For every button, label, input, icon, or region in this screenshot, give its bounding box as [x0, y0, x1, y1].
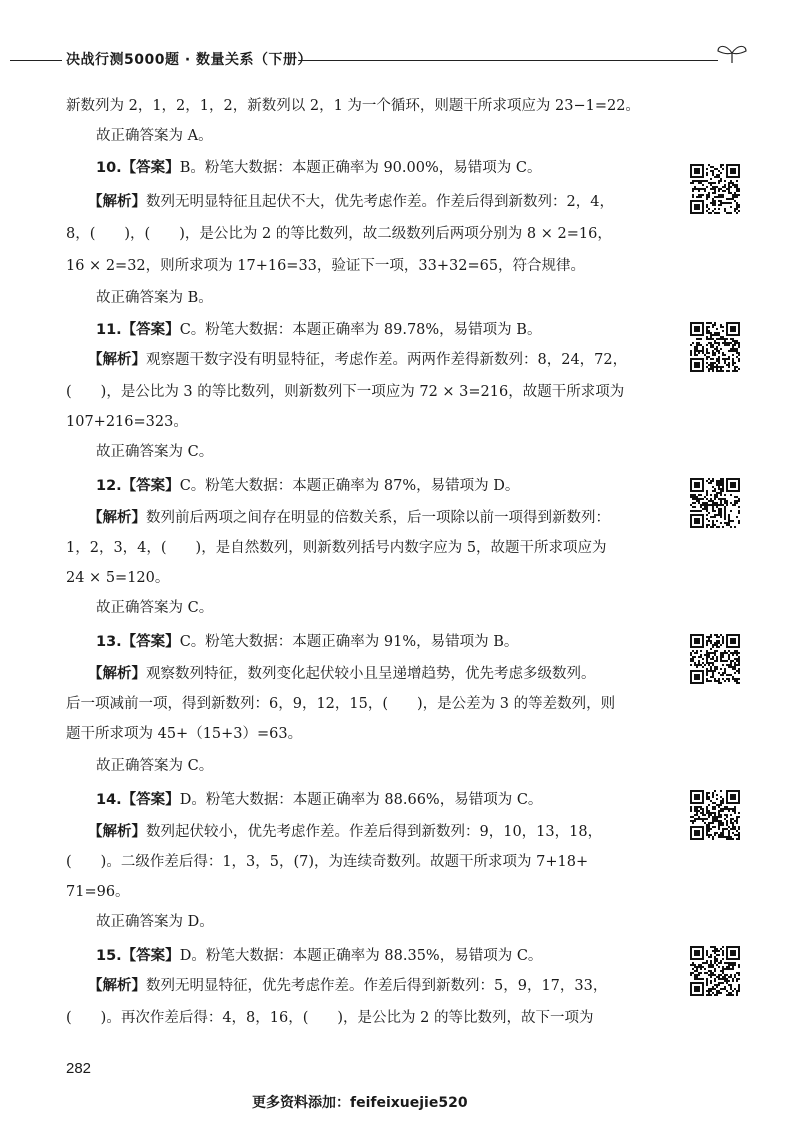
answer-line: 11.【答案】C。粉笔大数据：本题正确率为 89.78%，易错项为 B。	[96, 322, 542, 338]
qr-code-icon[interactable]	[690, 478, 740, 528]
text-line: 故正确答案为 C。	[96, 600, 214, 616]
text-line: 1，2，3，4，( )，是自然数列，则新数列括号内数字应为 5，故题干所求项应为	[66, 540, 607, 556]
text-line: 故正确答案为 A。	[96, 128, 213, 144]
analysis-tag: 【解析】	[88, 666, 146, 682]
text-line: 107+216=323。	[66, 414, 188, 430]
answer-tag: 12.【答案】	[96, 478, 180, 494]
answer-tag: 14.【答案】	[96, 792, 180, 808]
analysis-tag: 【解析】	[88, 510, 146, 526]
header-rule-right	[298, 60, 718, 61]
answer-tag: 15.【答案】	[96, 948, 180, 964]
text-line: 16 × 2=32，则所求项为 17+16=33，验证下一项，33+32=65，符合规律。	[66, 258, 586, 274]
running-header	[0, 40, 800, 80]
analysis-line: 【解析】数列无明显特征且起伏不大，优先考虑作差。作差后得到新数列：2，4，	[88, 194, 614, 210]
answer-tag: 11.【答案】	[96, 322, 180, 338]
footer-note: 更多资料添加：feifeixuejie520	[252, 1095, 468, 1111]
text-line: ( )。二级作差后得：1，3，5，(7)，为连续奇数列。故题干所求项为 7+18+	[66, 854, 589, 870]
analysis-line: 【解析】观察数列特征，数列变化起伏较小且呈递增趋势，优先考虑多级数列。	[88, 666, 596, 682]
answer-tag: 10.【答案】	[96, 160, 180, 176]
text-line: 故正确答案为 C。	[96, 444, 214, 460]
header-title: 决战行测5000题 · 数量关系（下册）	[66, 52, 313, 68]
qr-code-icon[interactable]	[690, 164, 740, 214]
qr-code-icon[interactable]	[690, 946, 740, 996]
page-number: 282	[66, 1060, 92, 1077]
answer-tag: 13.【答案】	[96, 634, 180, 650]
answer-line: 12.【答案】C。粉笔大数据：本题正确率为 87%，易错项为 D。	[96, 478, 520, 494]
text-line: ( )。再次作差后得：4，8，16，( )，是公比为 2 的等比数列，故下一项为	[66, 1010, 594, 1026]
analysis-tag: 【解析】	[88, 194, 146, 210]
header-rule-left	[10, 60, 62, 61]
analysis-line: 【解析】数列起伏较小，优先考虑作差。作差后得到新数列：9，10，13，18，	[88, 824, 603, 840]
text-line: 新数列为 2，1，2，1，2，新数列以 2，1 为一个循环，则题干所求项应为 23−1=22。	[66, 98, 640, 114]
analysis-line: 【解析】数列前后两项之间存在明显的倍数关系，后一项除以前一项得到新数列：	[88, 510, 610, 526]
answer-line: 15.【答案】D。粉笔大数据：本题正确率为 88.35%，易错项为 C。	[96, 948, 543, 964]
text-line: 故正确答案为 D。	[96, 914, 214, 930]
text-line: 8，( )，( )，是公比为 2 的等比数列，故二级数列后两项分别为 8 × 2=16，	[66, 226, 612, 242]
text-line: 题干所求项为 45+（15+3）=63。	[66, 726, 303, 742]
text-line: 后一项减前一项，得到新数列：6，9，12，15，( )，是公差为 3 的等差数列，则	[66, 696, 616, 712]
qr-code-icon[interactable]	[690, 790, 740, 840]
answer-line: 13.【答案】C。粉笔大数据：本题正确率为 91%，易错项为 B。	[96, 634, 519, 650]
analysis-tag: 【解析】	[88, 352, 146, 368]
analysis-line: 【解析】数列无明显特征，优先考虑作差。作差后得到新数列：5，9，17，33，	[88, 978, 608, 994]
answer-line: 14.【答案】D。粉笔大数据：本题正确率为 88.66%，易错项为 C。	[96, 792, 543, 808]
text-line: 24 × 5=120。	[66, 570, 170, 586]
text-line: 71=96。	[66, 884, 130, 900]
analysis-line: 【解析】观察题干数字没有明显特征，考虑作差。两两作差得新数列：8，24，72，	[88, 352, 628, 368]
text-line: 故正确答案为 B。	[96, 290, 213, 306]
analysis-tag: 【解析】	[88, 824, 146, 840]
answer-line: 10.【答案】B。粉笔大数据：本题正确率为 90.00%，易错项为 C。	[96, 160, 542, 176]
text-line: 故正确答案为 C。	[96, 758, 214, 774]
qr-code-icon[interactable]	[690, 634, 740, 684]
analysis-tag: 【解析】	[88, 978, 146, 994]
text-line: ( )，是公比为 3 的等比数列，则新数列下一项应为 72 × 3=216，故题干所求项为	[66, 384, 625, 400]
sprout-icon	[714, 42, 750, 64]
qr-code-icon[interactable]	[690, 322, 740, 372]
